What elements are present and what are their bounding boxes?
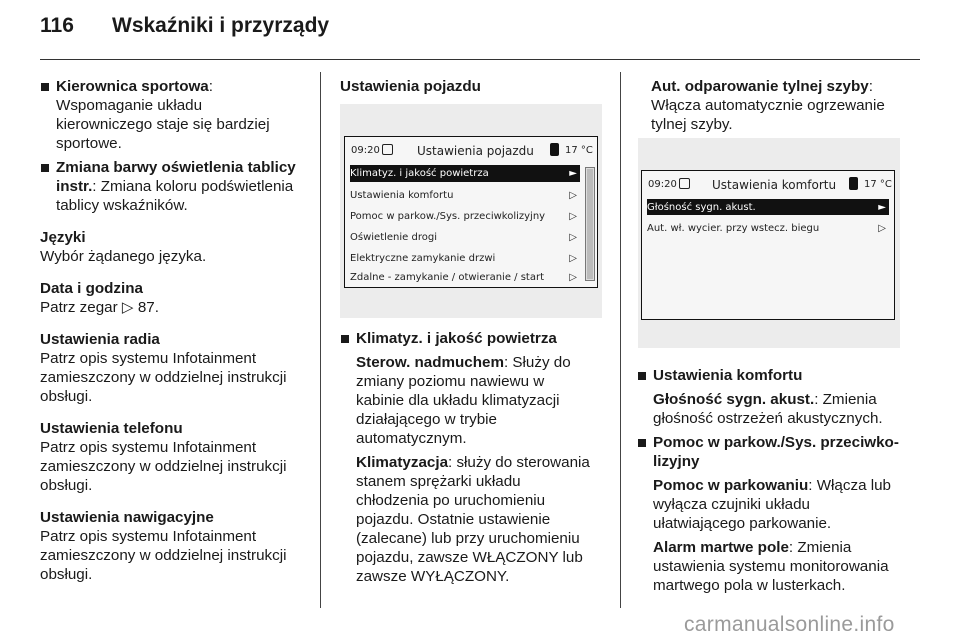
text-line: : służy do sterowania (448, 454, 590, 471)
text-line: kabinie dla układu klimatyzacji (356, 392, 560, 409)
menu-row[interactable] (350, 229, 580, 246)
term-sterow: Sterow. nadmuchem (356, 354, 504, 371)
chevron-right-icon: ▷ (569, 253, 577, 264)
text-line: Patrz opis systemu Infotainment (40, 350, 257, 367)
term-zmiana-barwy: Zmiana barwy oświetlenia tablicy (56, 159, 296, 176)
text-line: wyłącza czujniki układu (653, 496, 811, 513)
term-klimatyz: Klimatyz. i jakość powietrza (356, 330, 557, 347)
heading-ustawienia-radia: Ustawienia radia (40, 331, 160, 348)
chevron-right-icon: ▷ (878, 222, 886, 234)
bullet-zmiana-barwy (40, 158, 312, 215)
page-title: Wskaźniki i przyrządy (112, 14, 330, 37)
text-line: chłodzenia po uruchomieniu (356, 492, 546, 509)
menu-row[interactable] (350, 250, 580, 267)
text-line: tablicy wskaźników. (56, 197, 188, 214)
column-3-text (637, 366, 927, 595)
bullet-kierownica (40, 77, 312, 153)
menu-row-label: Pomoc w parkow./Sys. przeciwkolizyjny (350, 211, 546, 222)
menu-row-label: Ustawienia komfortu (350, 190, 454, 201)
term-kierownica: Kierownica sportowa (56, 78, 209, 95)
text-line: : (868, 78, 873, 95)
text-line: Włącza automatycznie ogrzewanie (651, 97, 885, 114)
screen-temperature: 17 °C (565, 145, 593, 156)
scrollbar-thumb[interactable] (587, 169, 593, 279)
clock-icon (382, 144, 393, 155)
text-line: zamieszczony w oddzielnej instrukcji (40, 369, 287, 386)
screen-title: Ustawienia pojazdu (417, 144, 534, 158)
heading-data-godzina: Data i godzina (40, 280, 143, 297)
comfort-settings-screen (641, 170, 895, 320)
text-line: sportowe. (56, 135, 122, 152)
text-line: (zalecane) lub przy uruchomieniu (356, 530, 580, 547)
column-2 (340, 77, 612, 96)
term-ustawienia-komfortu: Ustawienia komfortu (653, 367, 803, 384)
chevron-right-icon: ► (569, 168, 577, 179)
menu-row-label: Oświetlenie drogi (350, 232, 437, 243)
text-line: głośność ostrzeżeń akustycznych. (653, 410, 883, 427)
menu-row-label: Klimatyz. i jakość powietrza (350, 168, 489, 179)
text-line: Patrz opis systemu Infotainment (40, 439, 257, 456)
scrollbar[interactable] (585, 167, 595, 281)
term-pomoc-parkow: Pomoc w parkow./Sys. przeciwko- (653, 434, 899, 451)
chevron-right-icon: ▷ (569, 232, 577, 243)
text-line: : Służy do (503, 354, 571, 371)
heading-ustawienia-pojazdu: Ustawienia pojazdu (340, 78, 481, 95)
text-line: kierowniczego staje się bardziej (56, 116, 270, 133)
term-aut-odparowanie: Aut. odparowanie tylnej szyby (651, 78, 869, 95)
comfort-settings-screenshot (638, 138, 900, 348)
text-line: martwego pola w lusterkach. (653, 577, 846, 594)
text-line: obsługi. (40, 566, 93, 583)
text-line: zawsze WYŁĄCZONY. (356, 568, 510, 585)
chevron-right-icon: ▷ (569, 211, 577, 222)
menu-row-label: Aut. wł. wycier. przy wstecz. biegu (647, 222, 820, 234)
heading-ustawienia-telefonu: Ustawienia telefonu (40, 420, 183, 437)
term-pomoc-w-parkowaniu: Pomoc w parkowaniu (653, 477, 809, 494)
heading-jezyki: Języki (40, 229, 86, 246)
text-line: Patrz opis systemu Infotainment (40, 528, 257, 545)
menu-row[interactable] (350, 270, 580, 285)
watermark: carmanualsonline.info (684, 613, 895, 636)
text-line: Wybór żądanego języka. (40, 248, 207, 265)
column-divider-1 (320, 72, 321, 608)
text-line: automatycznym. (356, 430, 467, 447)
header-rule (40, 59, 920, 60)
text-line: zamieszczony w oddzielnej instrukcji (40, 458, 287, 475)
term-glosnosc: Głośność sygn. akust. (653, 391, 815, 408)
chevron-right-icon: ▷ (569, 272, 577, 283)
chevron-right-icon: ▷ (569, 190, 577, 201)
text-line: ustawienia systemu monitorowania (653, 558, 889, 575)
clock-icon (679, 178, 690, 189)
text-line: obsługi. (40, 388, 93, 405)
screen-title: Ustawienia komfortu (712, 178, 837, 192)
menu-row[interactable] (350, 165, 580, 182)
text-line: Wspomaganie układu (56, 97, 203, 114)
text-line: pojazdu. Ostatnie ustawienie (356, 511, 551, 528)
text-line: ułatwiającego parkowanie. (653, 515, 832, 532)
term-alarm-martwe-pole: Alarm martwe pole (653, 539, 789, 556)
vehicle-settings-screen (344, 136, 598, 288)
term-klimatyzacja: Klimatyzacja (356, 454, 449, 471)
text-line: : Włącza lub (808, 477, 891, 494)
page-ref-icon: ▷ (121, 299, 134, 316)
heading-ustawienia-nawigacyjne: Ustawienia nawigacyjne (40, 509, 214, 526)
vehicle-settings-screenshot (340, 104, 602, 318)
screen-time: 09:20 (351, 145, 380, 156)
text-line: : Zmienia (814, 391, 877, 408)
menu-row[interactable] (350, 187, 580, 204)
menu-row-label: Elektryczne zamykanie drzwi (350, 253, 496, 264)
column-divider-2 (620, 72, 621, 608)
thermometer-icon (550, 143, 559, 156)
term-pomoc-parkow-2: lizyjny (653, 453, 700, 470)
bullet-ustawienia-komfortu (637, 366, 927, 428)
menu-row[interactable] (647, 199, 889, 215)
text-line: pojazdu, zawsze WŁĄCZONY lub (356, 549, 583, 566)
thermometer-icon (849, 177, 858, 190)
column-3 (651, 77, 923, 134)
text-line: : Zmiana koloru podświetlenia (92, 178, 294, 195)
column-1 (40, 77, 312, 584)
text-line: : (208, 78, 213, 95)
text-line: : Zmienia (788, 539, 852, 556)
menu-row-label: Głośność sygn. akust. (647, 201, 756, 213)
text-line: obsługi. (40, 477, 93, 494)
menu-row[interactable] (647, 220, 889, 236)
page-ref-link[interactable]: 87. (137, 299, 159, 316)
screen-time: 09:20 (648, 179, 677, 190)
bullet-klimatyzacja (340, 329, 612, 586)
text-line: tylnej szyby. (651, 116, 733, 133)
chevron-right-icon: ► (878, 201, 886, 213)
bullet-pomoc-parkowania (637, 433, 927, 595)
text-line: stanem sprężarki układu (356, 473, 521, 490)
menu-row[interactable] (350, 208, 580, 225)
column-2-text (340, 329, 612, 586)
text-line: Patrz zegar (40, 299, 118, 316)
page-number: 116 (40, 14, 74, 37)
menu-row-label: Zdalne - zamykanie / otwieranie / start (350, 272, 545, 283)
page-header (40, 14, 329, 38)
text-line: zamieszczony w oddzielnej instrukcji (40, 547, 287, 564)
term-instr: instr. (56, 178, 93, 195)
text-line: zmiany poziomu nawiewu w (356, 373, 545, 390)
text-line: działającego w trybie (356, 411, 497, 428)
screen-temperature: 17 °C (864, 179, 892, 190)
